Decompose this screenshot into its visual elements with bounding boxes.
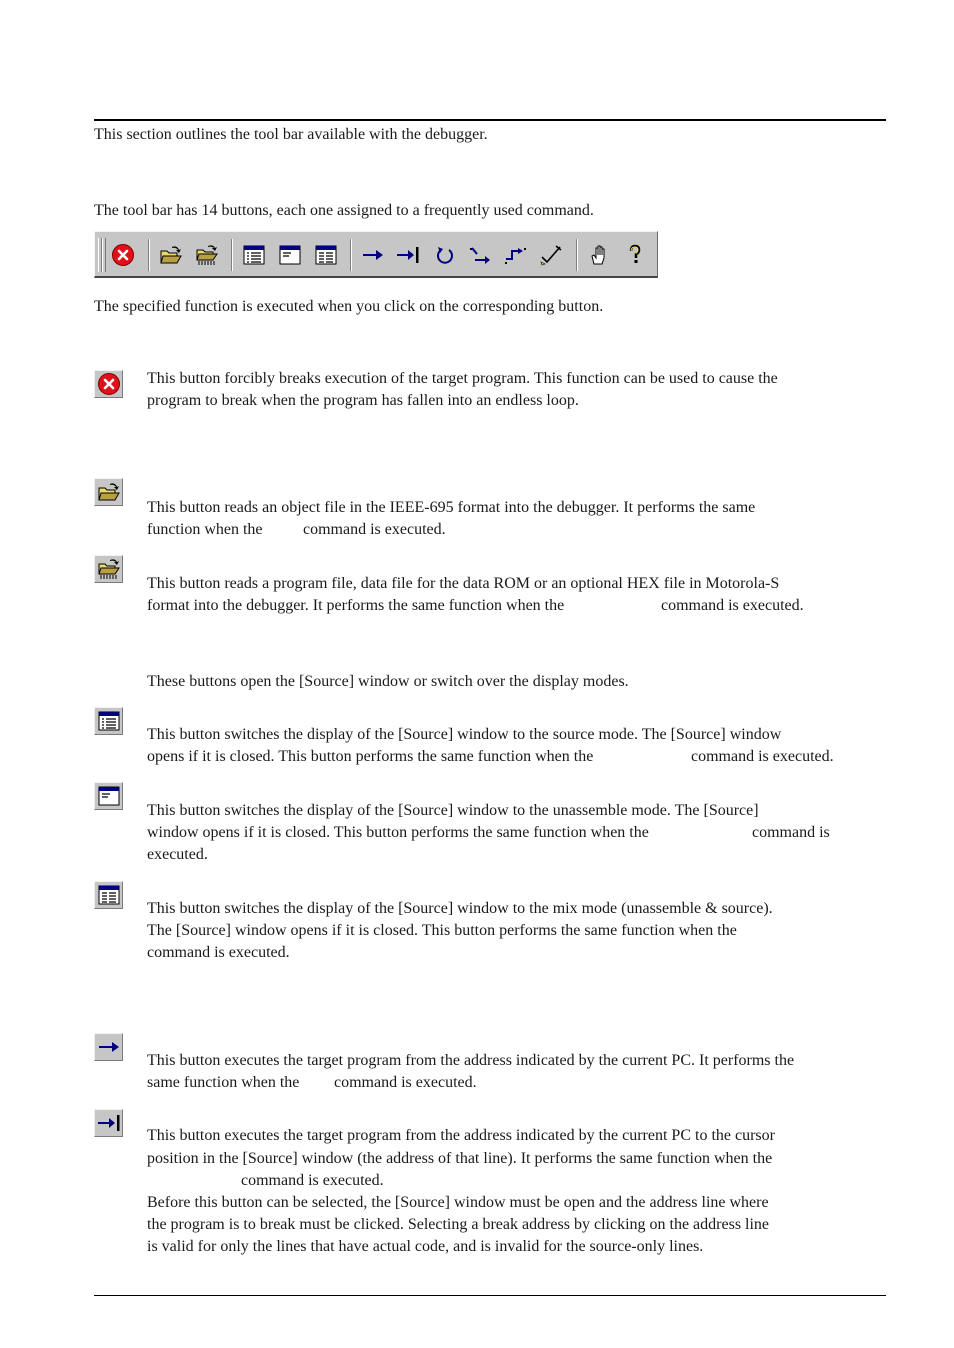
bottom-rule (94, 1295, 886, 1296)
toolbar-after-text: The specified function is executed when you click on the corresponding button. (94, 298, 604, 315)
source-mode-sample (94, 707, 123, 735)
unassemble-mode-desc: command is (752, 824, 830, 841)
circular-arrow-icon (434, 245, 456, 265)
source-window-icon (98, 711, 120, 731)
open-folder-icon (159, 244, 183, 266)
step-button[interactable] (468, 242, 494, 268)
next-button[interactable] (503, 242, 529, 268)
intro-text: This section outlines the tool bar available with the debugger. (94, 126, 488, 143)
right-arrow-icon (97, 1037, 121, 1057)
toolbar-grip-2 (102, 238, 106, 272)
key-break-button[interactable] (110, 242, 136, 268)
go-to-cursor-button[interactable] (395, 242, 421, 268)
right-arrow-icon (361, 245, 385, 265)
go-cursor-desc: command is executed. (241, 1172, 384, 1189)
mix-mode-button[interactable] (313, 242, 339, 268)
hand-icon (588, 244, 610, 266)
load-program-icon (97, 558, 121, 580)
load-hex-desc: This button reads a program file, data file for the data ROM or an optional HEX file in Motorola-S (147, 575, 780, 592)
go-cursor-desc: This button executes the target program from the address indicated by the current PC to the cursor (147, 1127, 775, 1144)
key-break-desc: This button forcibly breaks execution of the target program. This function can be used to cause the (147, 370, 778, 387)
load-object-desc: command is executed. (303, 521, 446, 538)
source-mode-desc: command is executed. (691, 748, 834, 765)
toolbar-separator (350, 239, 352, 271)
load-hex-desc: command is executed. (661, 597, 804, 614)
break-toggle-button[interactable] (538, 242, 564, 268)
mix-mode-desc: This button switches the display of the [Source] window to the mix mode (unassemble & source). (147, 900, 773, 917)
load-object-desc: function when the (147, 521, 263, 538)
step-over-icon (504, 245, 528, 265)
reset-button[interactable] (432, 242, 458, 268)
source-mode-button[interactable] (241, 242, 267, 268)
unassemble-mode-sample (94, 782, 123, 810)
go-sample (94, 1033, 123, 1061)
go-button[interactable] (360, 242, 386, 268)
load-hex-sample (94, 555, 123, 583)
unassemble-mode-desc: executed. (147, 846, 208, 863)
unassemble-mode-button[interactable] (277, 242, 303, 268)
source-intro-text: These buttons open the [Source] window or switch over the display modes. (147, 673, 629, 690)
go-cursor-desc: the program is to break must be clicked. Selecting a break address by clicking on the address line (147, 1216, 770, 1233)
mix-window-icon (315, 245, 337, 265)
load-object-button[interactable] (158, 242, 184, 268)
unassemble-mode-desc: This button switches the display of the [Source] window to the unassemble mode. The [Source] (147, 802, 759, 819)
load-program-icon (195, 244, 219, 266)
mix-mode-sample (94, 881, 123, 909)
load-hex-desc: format into the debugger. It performs the same function when the (147, 597, 565, 614)
key-break-sample (94, 370, 123, 398)
load-object-desc: This button reads an object file in the IEEE-695 format into the debugger. It performs the same (147, 499, 756, 516)
go-cursor-desc: Before this button can be selected, the [Source] window must be open and the address line where (147, 1194, 769, 1211)
unassemble-window-icon (98, 786, 120, 806)
open-folder-icon (97, 481, 121, 503)
key-break-icon (111, 243, 135, 267)
load-object-sample (94, 478, 123, 506)
source-mode-desc: This button switches the display of the [Source] window to the source mode. The [Source] window (147, 726, 782, 743)
source-mode-desc: opens if it is closed. This button performs the same function when the (147, 748, 594, 765)
arrow-to-bar-icon (97, 1113, 121, 1133)
key-break-icon (97, 372, 121, 396)
mix-mode-desc: command is executed. (147, 944, 290, 961)
go-desc: same function when the (147, 1074, 300, 1091)
stop-hand-button[interactable] (586, 242, 612, 268)
go-cursor-desc: is valid for only the lines that have actual code, and is invalid for the source-only lines. (147, 1238, 704, 1255)
unassemble-mode-desc: window opens if it is closed. This button performs the same function when the (147, 824, 649, 841)
mix-window-icon (98, 885, 120, 905)
help-icon (626, 244, 644, 266)
mix-mode-desc: The [Source] window opens if it is closed. This button performs the same function when the (147, 922, 737, 939)
go-desc: This button executes the target program from the address indicated by the current PC. It performs the (147, 1052, 795, 1069)
toolbar-separator (231, 239, 233, 271)
unassemble-window-icon (279, 245, 301, 265)
go-to-cursor-sample (94, 1109, 123, 1137)
toolbar-separator (148, 239, 150, 271)
top-rule (94, 119, 886, 121)
source-window-icon (243, 245, 265, 265)
go-desc: command is executed. (334, 1074, 477, 1091)
go-cursor-desc: position in the [Source] window (the address of that line). It performs the same function when the (147, 1150, 773, 1167)
debugger-toolbar (94, 231, 658, 278)
toolbar-intro-text: The tool bar has 14 buttons, each one assigned to a frequently used command. (94, 202, 594, 219)
help-button[interactable] (622, 242, 648, 268)
toolbar-separator (576, 239, 578, 271)
pen-check-icon (539, 244, 563, 266)
arrow-to-bar-icon (396, 245, 420, 265)
load-hex-button[interactable] (194, 242, 220, 268)
key-break-desc: program to break when the program has fallen into an endless loop. (147, 392, 579, 409)
step-into-icon (469, 245, 493, 265)
